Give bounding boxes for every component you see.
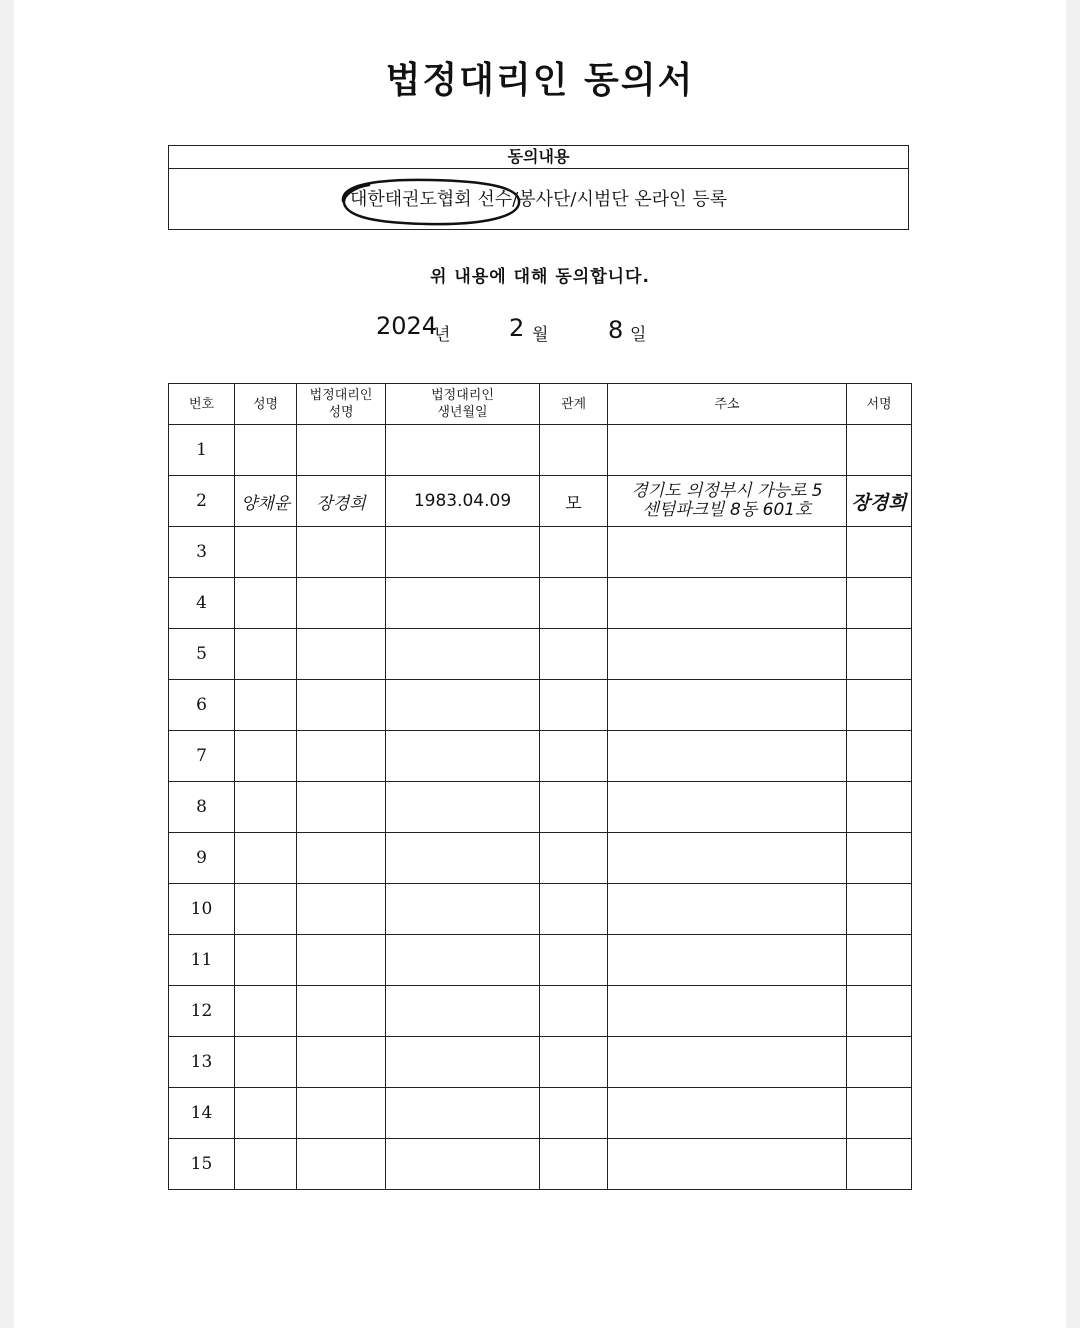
cell-address [608, 782, 847, 833]
table-row [169, 833, 912, 884]
cell-address [608, 425, 847, 476]
cell-no: 6 [169, 680, 235, 731]
table-row [169, 935, 912, 986]
cell-guardian-birth [386, 1088, 540, 1139]
cell-address [608, 1088, 847, 1139]
cell-address [608, 680, 847, 731]
table-row [169, 1088, 912, 1139]
cell-no: 15 [169, 1139, 235, 1190]
cell-name [235, 680, 297, 731]
cell-name [235, 425, 297, 476]
cell-guardian-name [297, 1139, 386, 1190]
cell-guardian-birth [386, 884, 540, 935]
header-guardian-birth-line1: 법정대리인 [431, 388, 494, 403]
cell-name [235, 731, 297, 782]
cell-signature [847, 425, 912, 476]
cell-relation [540, 935, 608, 986]
cell-relation [540, 629, 608, 680]
consent-body [169, 169, 908, 231]
table-row [169, 476, 912, 527]
cell-address-line2: 센텀파크빌 8동 601호 [642, 500, 812, 520]
date-day-unit: 일 [630, 325, 647, 345]
cell-no: 5 [169, 629, 235, 680]
cell-relation [540, 527, 608, 578]
cell-no: 4 [169, 578, 235, 629]
header-guardian-name-line2: 성명 [328, 405, 354, 420]
cell-guardian-name: 장경희 [297, 476, 386, 527]
cell-signature [847, 833, 912, 884]
cell-no: 9 [169, 833, 235, 884]
cell-guardian-birth [386, 935, 540, 986]
cell-name [235, 884, 297, 935]
cell-guardian-birth [386, 527, 540, 578]
cell-signature [847, 935, 912, 986]
table-row [169, 680, 912, 731]
header-guardian-name-line1: 법정대리인 [309, 388, 373, 403]
cell-signature [847, 782, 912, 833]
cell-guardian-birth [386, 578, 540, 629]
cell-guardian-name [297, 680, 386, 731]
cell-guardian-birth [386, 1139, 540, 1190]
cell-address [608, 476, 847, 527]
cell-no: 2 [169, 476, 235, 527]
cell-guardian-name [297, 578, 386, 629]
cell-address [608, 986, 847, 1037]
cell-signature [847, 578, 912, 629]
cell-guardian-name [297, 1088, 386, 1139]
cell-signature [847, 680, 912, 731]
agreement-statement: 위 내용에 대해 동의합니다. [430, 267, 650, 287]
cell-relation [540, 986, 608, 1037]
cell-relation [540, 425, 608, 476]
cell-name [235, 833, 297, 884]
cell-relation [540, 833, 608, 884]
cell-relation [540, 782, 608, 833]
cell-address [608, 731, 847, 782]
cell-no: 12 [169, 986, 235, 1037]
date-row [14, 312, 1066, 352]
cell-guardian-birth [386, 680, 540, 731]
cell-name: 양채윤 [235, 476, 297, 527]
table-row [169, 578, 912, 629]
cell-guardian-name [297, 425, 386, 476]
cell-guardian-birth [386, 731, 540, 782]
cell-guardian-name [297, 884, 386, 935]
cell-guardian-name [297, 833, 386, 884]
consent-text: 대한태권도협회 선수/봉사단/시범단 온라인 등록 [349, 189, 728, 210]
cell-guardian-birth [386, 629, 540, 680]
cell-address-line1: 경기도 의정부시 가능로 5 [631, 481, 823, 501]
cell-signature [847, 629, 912, 680]
cell-address [608, 1139, 847, 1190]
cell-guardian-name [297, 935, 386, 986]
header-address: 주소 [608, 384, 847, 425]
date-year-unit: 년 [434, 325, 451, 345]
date-month: 2 [509, 314, 525, 342]
cell-guardian-name [297, 986, 386, 1037]
cell-guardian-birth [386, 986, 540, 1037]
cell-signature [847, 1139, 912, 1190]
cell-relation [540, 578, 608, 629]
cell-no: 3 [169, 527, 235, 578]
cell-relation [540, 1037, 608, 1088]
cell-no: 7 [169, 731, 235, 782]
cell-signature [847, 986, 912, 1037]
table-row [169, 782, 912, 833]
cell-signature [847, 1037, 912, 1088]
cell-guardian-name [297, 629, 386, 680]
cell-relation [540, 1139, 608, 1190]
cell-signature [847, 527, 912, 578]
header-guardian-birth-line2: 생년월일 [437, 405, 488, 420]
date-year: 2024 [376, 312, 438, 340]
cell-relation: 모 [540, 476, 608, 527]
table-row [169, 425, 912, 476]
cell-name [235, 578, 297, 629]
cell-guardian-name [297, 731, 386, 782]
table-row [169, 884, 912, 935]
cell-guardian-birth [386, 425, 540, 476]
cell-signature [847, 1088, 912, 1139]
cell-no: 13 [169, 1037, 235, 1088]
header-name: 성명 [235, 384, 297, 425]
cell-address [608, 1037, 847, 1088]
cell-guardian-name [297, 1037, 386, 1088]
cell-guardian-birth [386, 833, 540, 884]
consent-box [168, 145, 909, 230]
cell-guardian-birth [386, 782, 540, 833]
cell-no: 1 [169, 425, 235, 476]
guardian-table [168, 383, 912, 1190]
cell-guardian-name [297, 782, 386, 833]
cell-name [235, 527, 297, 578]
cell-relation [540, 1088, 608, 1139]
document-title: 법정대리인 동의서 [385, 60, 695, 101]
header-signature: 서명 [847, 384, 912, 425]
header-guardian-birth [386, 384, 540, 425]
cell-address [608, 578, 847, 629]
cell-guardian-birth [386, 1037, 540, 1088]
cell-name [235, 1088, 297, 1139]
date-day: 8 [608, 316, 624, 344]
cell-no: 10 [169, 884, 235, 935]
cell-signature [847, 884, 912, 935]
cell-address [608, 527, 847, 578]
cell-name [235, 935, 297, 986]
cell-no: 11 [169, 935, 235, 986]
cell-name [235, 986, 297, 1037]
cell-name [235, 1139, 297, 1190]
cell-address [608, 629, 847, 680]
cell-relation [540, 731, 608, 782]
header-guardian-name [297, 384, 386, 425]
table-row [169, 629, 912, 680]
hand-drawn-circle-mark [335, 173, 525, 229]
cell-signature [847, 731, 912, 782]
cell-relation [540, 680, 608, 731]
cell-name [235, 1037, 297, 1088]
cell-address [608, 935, 847, 986]
table-row [169, 1139, 912, 1190]
cell-name [235, 629, 297, 680]
consent-header: 동의내용 [169, 146, 908, 169]
document-page [14, 0, 1066, 1328]
cell-name [235, 782, 297, 833]
cell-address [608, 884, 847, 935]
table-row [169, 986, 912, 1037]
header-no: 번호 [169, 384, 235, 425]
cell-guardian-name [297, 527, 386, 578]
header-relation: 관계 [540, 384, 608, 425]
cell-address [608, 833, 847, 884]
cell-no: 8 [169, 782, 235, 833]
cell-signature: 장경희 [847, 476, 912, 527]
table-row [169, 1037, 912, 1088]
cell-relation [540, 884, 608, 935]
table-row [169, 527, 912, 578]
table-header-row [169, 384, 912, 425]
cell-no: 14 [169, 1088, 235, 1139]
cell-guardian-birth: 1983.04.09 [386, 476, 540, 527]
table-row [169, 731, 912, 782]
date-month-unit: 월 [532, 325, 549, 345]
